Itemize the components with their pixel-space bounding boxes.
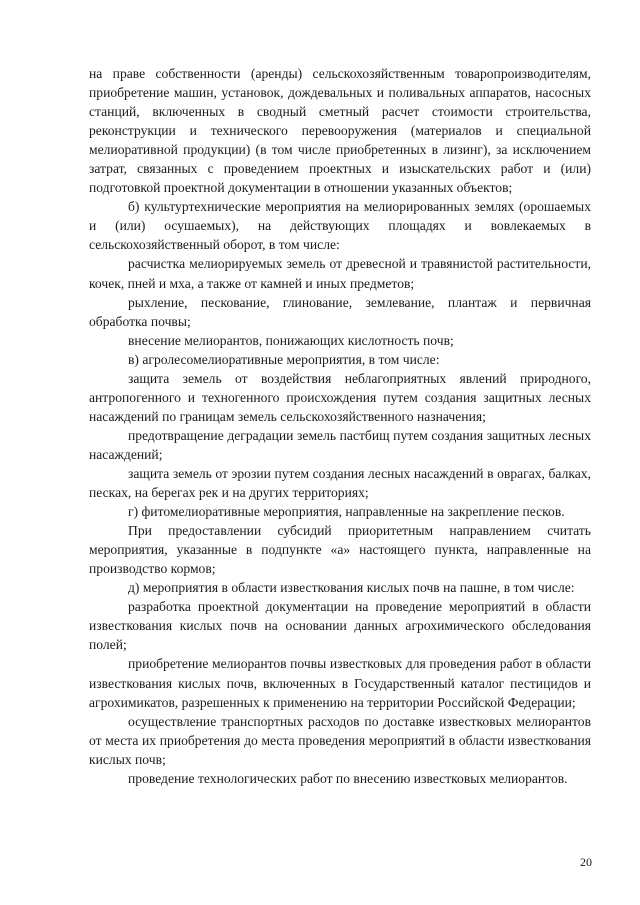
paragraph-15: осуществление транспортных расходов по доставке известковых мелиорантов от места их приобретения до места проведения мероприятий в области известкования кислых почв; bbox=[89, 713, 591, 767]
paragraph-1: на праве собственности (аренды) сельскохозяйственным товаропроизводителям, приобретение машин, установок, дождевальных и поливальных аппаратов, насосных станций, включенных в сводный сметный расчет стоимости строительства, реконструкции и технического перевооружения (материалов и специальной мелиоративной продукции) (в том числе приобретенных в лизинг), за исключением затрат, связанных с проведением проектных и изыскательских работ и (или) подготовкой проектной документации в отношении указанных объектов; bbox=[89, 66, 591, 196]
page-number: 20 bbox=[580, 855, 592, 869]
paragraph-14: приобретение мелиорантов почвы известковых для проведения работ в области известкования кислых почв, включенных в Государственный каталог пестицидов и агрохимикатов, разрешенных к применению на территории Российской Федерации; bbox=[89, 656, 591, 710]
paragraph-2: б) культуртехнические мероприятия на мелиорированных землях (орошаемых и (или) осушаемых), на действующих площадях и вовлекаемых в сельскохозяйственный оборот, в том числе: bbox=[89, 199, 591, 253]
paragraph-8: предотвращение деградации земель пастбищ путем создания защитных лесных насаждений; bbox=[89, 427, 591, 462]
paragraph-9: защита земель от эрозии путем создания лесных насаждений в оврагах, балках, песках, на берегах рек и на других территориях; bbox=[89, 465, 591, 501]
paragraph-13: разработка проектной документации на проведение мероприятий в области известкования кислых почв на основании данных агрохимического обследования полей; bbox=[89, 599, 591, 653]
paragraph-6: в) агролесомелиоративные мероприятия, в том числе: bbox=[128, 351, 440, 367]
paragraph-16: проведение технологических работ по внесению известковых мелиорантов. bbox=[128, 770, 568, 786]
paragraph-3: расчистка мелиорируемых земель от древесной и травянистой растительности, кочек, пней и мха, а также от камней и иных предметов; bbox=[89, 256, 591, 291]
paragraph-5: внесение мелиорантов, понижающих кислотность почв; bbox=[128, 332, 454, 348]
paragraph-12: д) мероприятия в области известкования кислых почв на пашне, в том числе: bbox=[128, 580, 575, 596]
document-body bbox=[89, 64, 591, 788]
paragraph-7: защита земель от воздействия неблагоприятных явлений природного, антропогенного и техногенного происхождения путем создания защитных лесных насаждений по границам земель сельскохозяйственного назначения; bbox=[89, 370, 591, 424]
paragraph-11: При предоставлении субсидий приоритетным направлением считать мероприятия, указанные в подпункте «а» настоящего пункта, направленные на производство кормов; bbox=[89, 523, 591, 577]
paragraph-4: рыхление, пескование, глинование, землевание, плантаж и первичная обработка почвы; bbox=[89, 294, 591, 329]
paragraph-10: г) фитомелиоративные мероприятия, направленные на закрепление песков. bbox=[128, 504, 565, 520]
